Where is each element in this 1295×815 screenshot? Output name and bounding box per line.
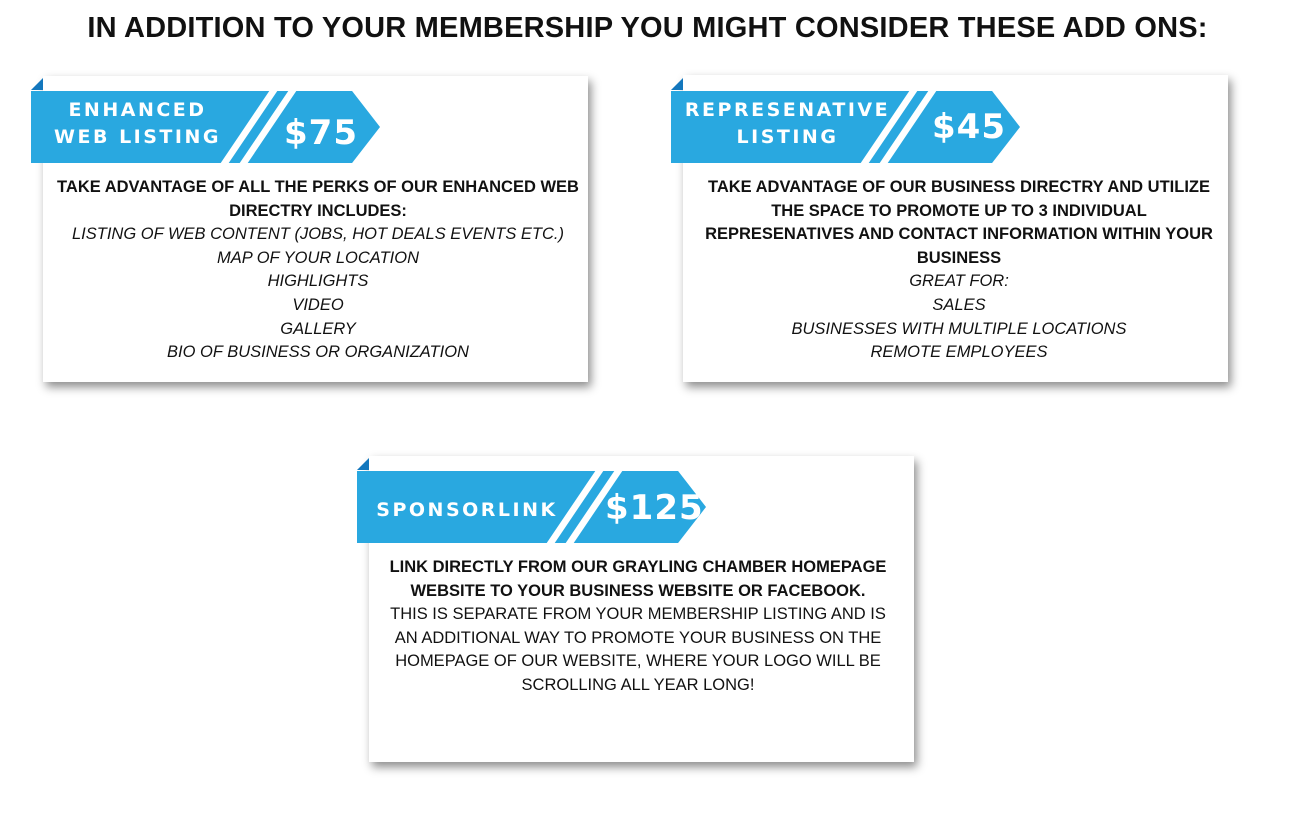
ribbon-label xyxy=(680,97,895,151)
feature-item: GALLERY xyxy=(280,319,356,338)
feature-item: REMOTE EMPLOYEES xyxy=(870,343,1048,362)
card-body xyxy=(50,176,586,365)
card-heading: TAKE ADVANTAGE OF ALL THE PERKS OF OUR ENHANCED WEB DIRECTRY INCLUDES: xyxy=(57,178,579,220)
ribbon-label-line: LISTING xyxy=(736,126,839,148)
feature-item: HIGHLIGHTS xyxy=(267,272,369,291)
feature-item: SALES xyxy=(932,295,986,314)
feature-item: LISTING OF WEB CONTENT (JOBS, HOT DEALS EVENTS ETC.) xyxy=(71,225,564,244)
card-body xyxy=(705,176,1213,365)
price-label: $45 xyxy=(932,107,1006,147)
feature-item: BUSINESSES WITH MULTIPLE LOCATIONS xyxy=(791,319,1127,338)
ribbon-fold xyxy=(671,78,683,90)
feature-item: VIDEO xyxy=(292,295,344,314)
ribbon-label-line: SPONSORLINK xyxy=(376,499,558,521)
card-heading: TAKE ADVANTAGE OF OUR BUSINESS DIRECTRY AND UTILIZE THE SPACE TO PROMOTE UP TO 3 INDIVIDUAL REPRESENATIVES AND CONTACT INFORMATION WITHIN YOUR BUSINESS xyxy=(705,178,1213,267)
price-label: $125 xyxy=(605,488,704,528)
ribbon-label xyxy=(40,97,235,151)
ribbon-label-line: REPRESENATIVE xyxy=(684,99,891,121)
ribbon-label-line: ENHANCED xyxy=(68,99,207,121)
page-title: IN ADDITION TO YOUR MEMBERSHIP YOU MIGHT CONSIDER THESE ADD ONS: xyxy=(87,12,1208,44)
ribbon-fold xyxy=(357,458,369,470)
feature-item: MAP OF YOUR LOCATION xyxy=(216,248,419,267)
card-description: THIS IS SEPARATE FROM YOUR MEMBERSHIP LISTING AND IS AN ADDITIONAL WAY TO PROMOTE YOUR BUSINESS ON THE HOMEPAGE OF OUR WEBSITE, WHERE YOUR LOGO WILL BE SCROLLING ALL YEAR LONG! xyxy=(390,605,886,694)
price-label: $75 xyxy=(284,113,358,153)
card-body xyxy=(378,556,898,698)
feature-item: BIO OF BUSINESS OR ORGANIZATION xyxy=(167,343,469,362)
feature-item: GREAT FOR: xyxy=(909,272,1009,291)
card-heading: LINK DIRECTLY FROM OUR GRAYLING CHAMBER HOMEPAGE WEBSITE TO YOUR BUSINESS WEBSITE OR FACEBOOK. xyxy=(389,558,887,600)
ribbon-label xyxy=(368,497,566,524)
ribbon-label-line: WEB LISTING xyxy=(54,126,221,148)
ribbon-fold xyxy=(31,78,43,90)
